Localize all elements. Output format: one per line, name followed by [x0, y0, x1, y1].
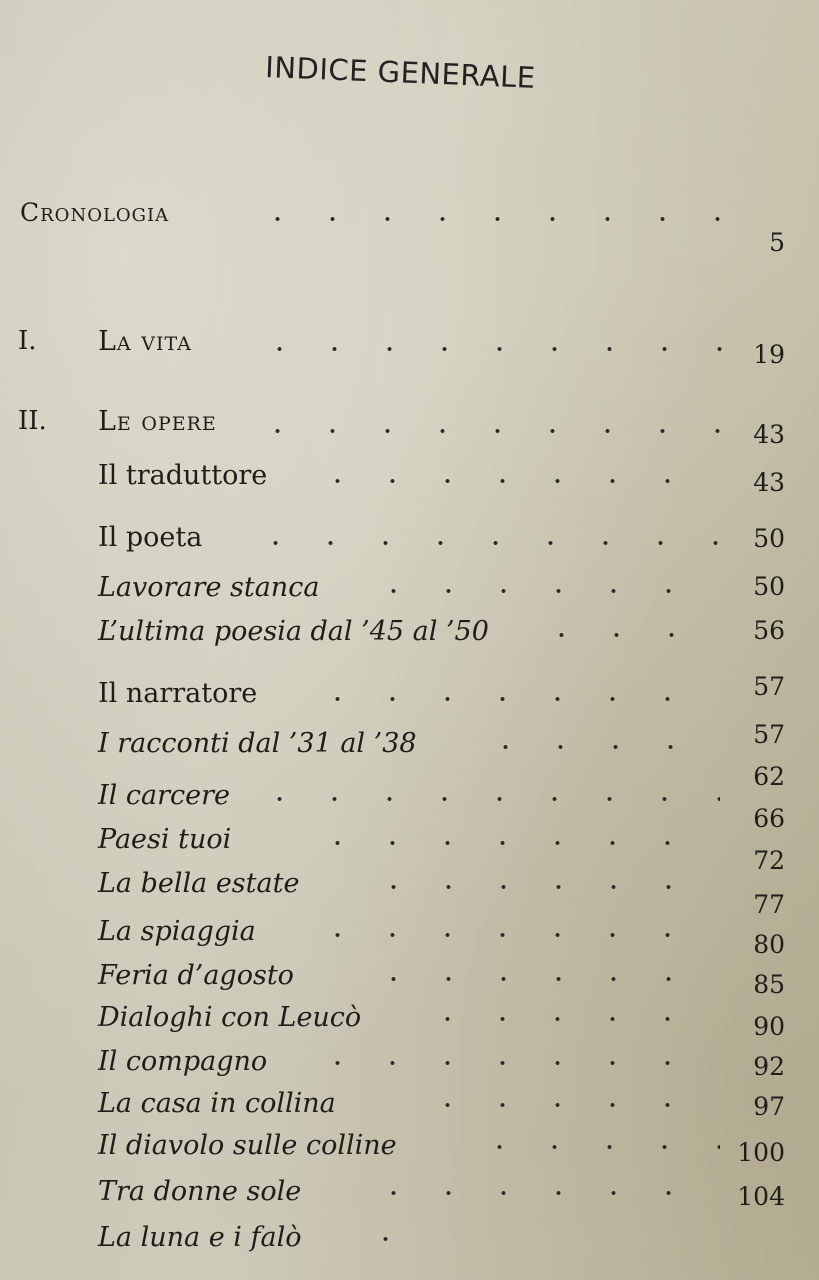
toc-entry — [0, 720, 819, 768]
toc-entry-title: Dialoghi con Leucò — [98, 1002, 362, 1033]
toc-entry-page: 62 — [753, 762, 785, 791]
leader-dots — [366, 1190, 720, 1196]
toc-entry — [0, 522, 819, 562]
toc-entry-title: Il carcere — [98, 780, 230, 811]
toc-entry-title: Lavorare stanca — [98, 572, 320, 603]
toc-entry-title: Cronologia — [20, 198, 170, 227]
toc-entry-title: I racconti dal ’31 al ’38 — [98, 728, 417, 759]
leader-dots — [310, 840, 720, 846]
chapter-number: I. — [18, 326, 37, 356]
toc-entry-page: 57 — [753, 672, 785, 701]
toc-entry-page: 72 — [753, 846, 785, 875]
toc-entry-page: 97 — [753, 1092, 785, 1121]
toc-entry-title: Le opere — [98, 406, 217, 437]
leader-dots — [250, 428, 720, 434]
toc-entry-page: 100 — [737, 1138, 785, 1167]
toc-entry-title: L’ultima poesia dal ’45 al ’50 — [98, 616, 489, 647]
toc-entry-title: La casa in collina — [98, 1088, 336, 1119]
leader-dots — [252, 796, 720, 802]
toc-entry-title: Il narratore — [98, 678, 258, 709]
toc-entry-page: 85 — [753, 970, 785, 999]
toc-entry — [0, 890, 819, 956]
toc-entry-page: 104 — [737, 1182, 785, 1211]
toc-entry-page: 56 — [753, 616, 785, 645]
toc-entry-title: La vita — [98, 326, 192, 357]
leader-dots — [366, 588, 720, 594]
toc-entry-title: La luna e i falò — [98, 1222, 302, 1253]
toc-entry-title: Feria d’agosto — [98, 960, 294, 991]
leader-dots — [472, 1144, 720, 1150]
toc-entry — [0, 406, 819, 449]
toc-entry-page: 19 — [753, 340, 785, 369]
toc-entry-title: Il traduttore — [98, 460, 268, 491]
leader-dots — [248, 540, 720, 546]
toc-entry-page: 92 — [753, 1052, 785, 1081]
toc-entry-page: 5 — [769, 228, 785, 257]
toc-entry-title: La bella estate — [98, 868, 300, 899]
leader-dots — [310, 696, 720, 702]
toc-entry-title: La spiaggia — [98, 916, 256, 947]
leader-dots — [310, 478, 720, 484]
toc-entry-title: Paesi tuoi — [98, 824, 232, 855]
leader-dots — [478, 744, 720, 750]
toc-entry — [0, 572, 819, 612]
toc-entry — [0, 460, 819, 500]
toc-entry-title: Il diavolo sulle colline — [98, 1130, 397, 1161]
chapter-number: II. — [18, 406, 47, 436]
toc-entry-page: 43 — [753, 420, 785, 449]
toc-entry — [0, 762, 819, 820]
toc-entry — [0, 326, 819, 369]
leader-dots — [358, 1236, 398, 1242]
toc-entry-page: 43 — [753, 468, 785, 497]
leader-dots — [252, 346, 722, 352]
leader-dots — [310, 1060, 720, 1066]
toc-entry-page: 80 — [753, 930, 785, 959]
toc-entry-title: Il compagno — [98, 1046, 268, 1077]
toc-entry-page: 50 — [753, 524, 785, 553]
toc-entry-page: 66 — [753, 804, 785, 833]
leader-dots — [250, 216, 730, 222]
toc-entry — [0, 846, 819, 908]
toc-entry — [0, 616, 819, 656]
leader-dots — [366, 884, 720, 890]
toc-entry-page: 90 — [753, 1012, 785, 1041]
toc-entry — [0, 804, 819, 864]
toc-entry-page: 50 — [753, 572, 785, 601]
page-title: INDICE GENERALE — [264, 50, 537, 95]
leader-dots — [420, 1016, 720, 1022]
leader-dots — [420, 1102, 720, 1108]
leader-dots — [534, 632, 720, 638]
toc-entry — [0, 672, 819, 718]
toc-entry — [0, 198, 819, 257]
toc-entry-title: Il poeta — [98, 522, 203, 553]
toc-entry-page: 57 — [753, 720, 785, 749]
leader-dots — [366, 976, 720, 982]
toc-entry-page: 77 — [753, 890, 785, 919]
leader-dots — [310, 932, 720, 938]
toc-entry-title: Tra donne sole — [98, 1176, 302, 1207]
